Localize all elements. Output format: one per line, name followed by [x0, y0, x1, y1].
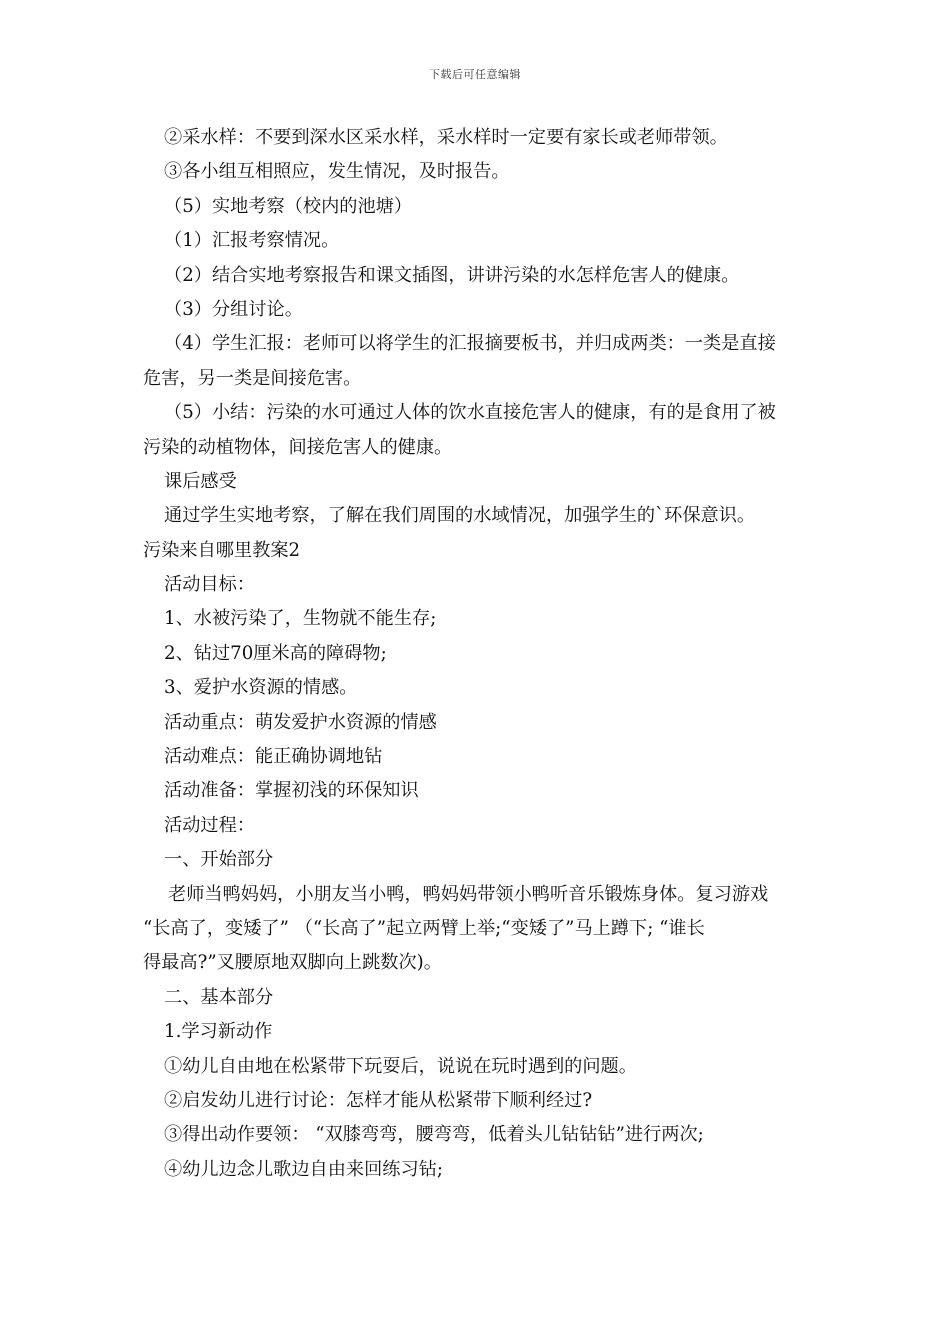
text-line: 得最高?”叉腰原地双脚向上跳数次)。: [143, 952, 442, 974]
text-line: ③各小组互相照应，发生情况，及时报告。: [164, 161, 510, 183]
text-line: 3、爱护水资源的情感。: [164, 677, 358, 699]
text-line: 2、钻过70厘米高的障碍物;: [164, 642, 387, 664]
text-line: （4）学生汇报：老师可以将学生的汇报摘要板书，并归成两类：一类是直接: [164, 333, 776, 355]
document-body: [143, 121, 813, 1187]
text-line: ④幼儿边念儿歌边自由来回练习钻;: [164, 1158, 443, 1180]
text-line: 1.学习新动作: [164, 1021, 273, 1043]
text-line: ②启发幼儿进行讨论：怎样才能从松紧带下顺利经过?: [164, 1089, 593, 1111]
text-line: 老师当鸭妈妈，小朋友当小鸭，鸭妈妈带领小鸭听音乐锻炼身体。复习游戏: [168, 883, 769, 905]
text-line: “长高了，变矮了” （“长高了”起立两臂上举;“变矮了”马上蹲下; “谁长: [143, 917, 705, 939]
text-line: 活动难点：能正确协调地钻: [164, 746, 383, 768]
text-line: ①幼儿自由地在松紧带下玩耍后，说说在玩时遇到的问题。: [164, 1055, 637, 1077]
text-line: 一、开始部分: [164, 849, 274, 871]
text-line: 1、水被污染了，生物就不能生存;: [164, 608, 437, 630]
text-line: （1）汇报考察情况。: [164, 230, 340, 252]
text-line: （2）结合实地考察报告和课文插图，讲讲污染的水怎样危害人的健康。: [164, 264, 740, 286]
text-line: 二、基本部分: [164, 986, 274, 1008]
text-line: 活动过程：: [164, 814, 255, 836]
text-line: 活动目标：: [164, 574, 255, 596]
text-line: （3）分组讨论。: [164, 298, 303, 320]
text-line: ③得出动作要领： “双膝弯弯，腰弯弯，低着头儿钻钻钻”进行两次;: [164, 1124, 704, 1146]
text-line: 通过学生实地考察，了解在我们周围的水域情况，加强学生的`环保意识。: [164, 505, 756, 527]
text-line: 污染的动植物体，间接危害人的健康。: [143, 436, 453, 458]
page-header: 下载后可任意编辑: [429, 68, 521, 81]
text-line: （5）小结：污染的水可通过人体的饮水直接危害人的健康，有的是食用了被: [164, 402, 776, 424]
text-line: 危害，另一类是间接危害。: [143, 367, 362, 389]
text-line: ②采水样：不要到深水区采水样，采水样时一定要有家长或老师带领。: [164, 127, 728, 148]
text-line: 活动准备：掌握初浅的环保知识: [164, 780, 419, 802]
text-line: 活动重点：萌发爱护水资源的情感: [164, 711, 437, 733]
text-line: （5）实地考察（校内的池塘）: [164, 195, 413, 217]
text-line: 课后感受: [164, 470, 237, 492]
text-line: 污染来自哪里教案2: [143, 539, 301, 561]
